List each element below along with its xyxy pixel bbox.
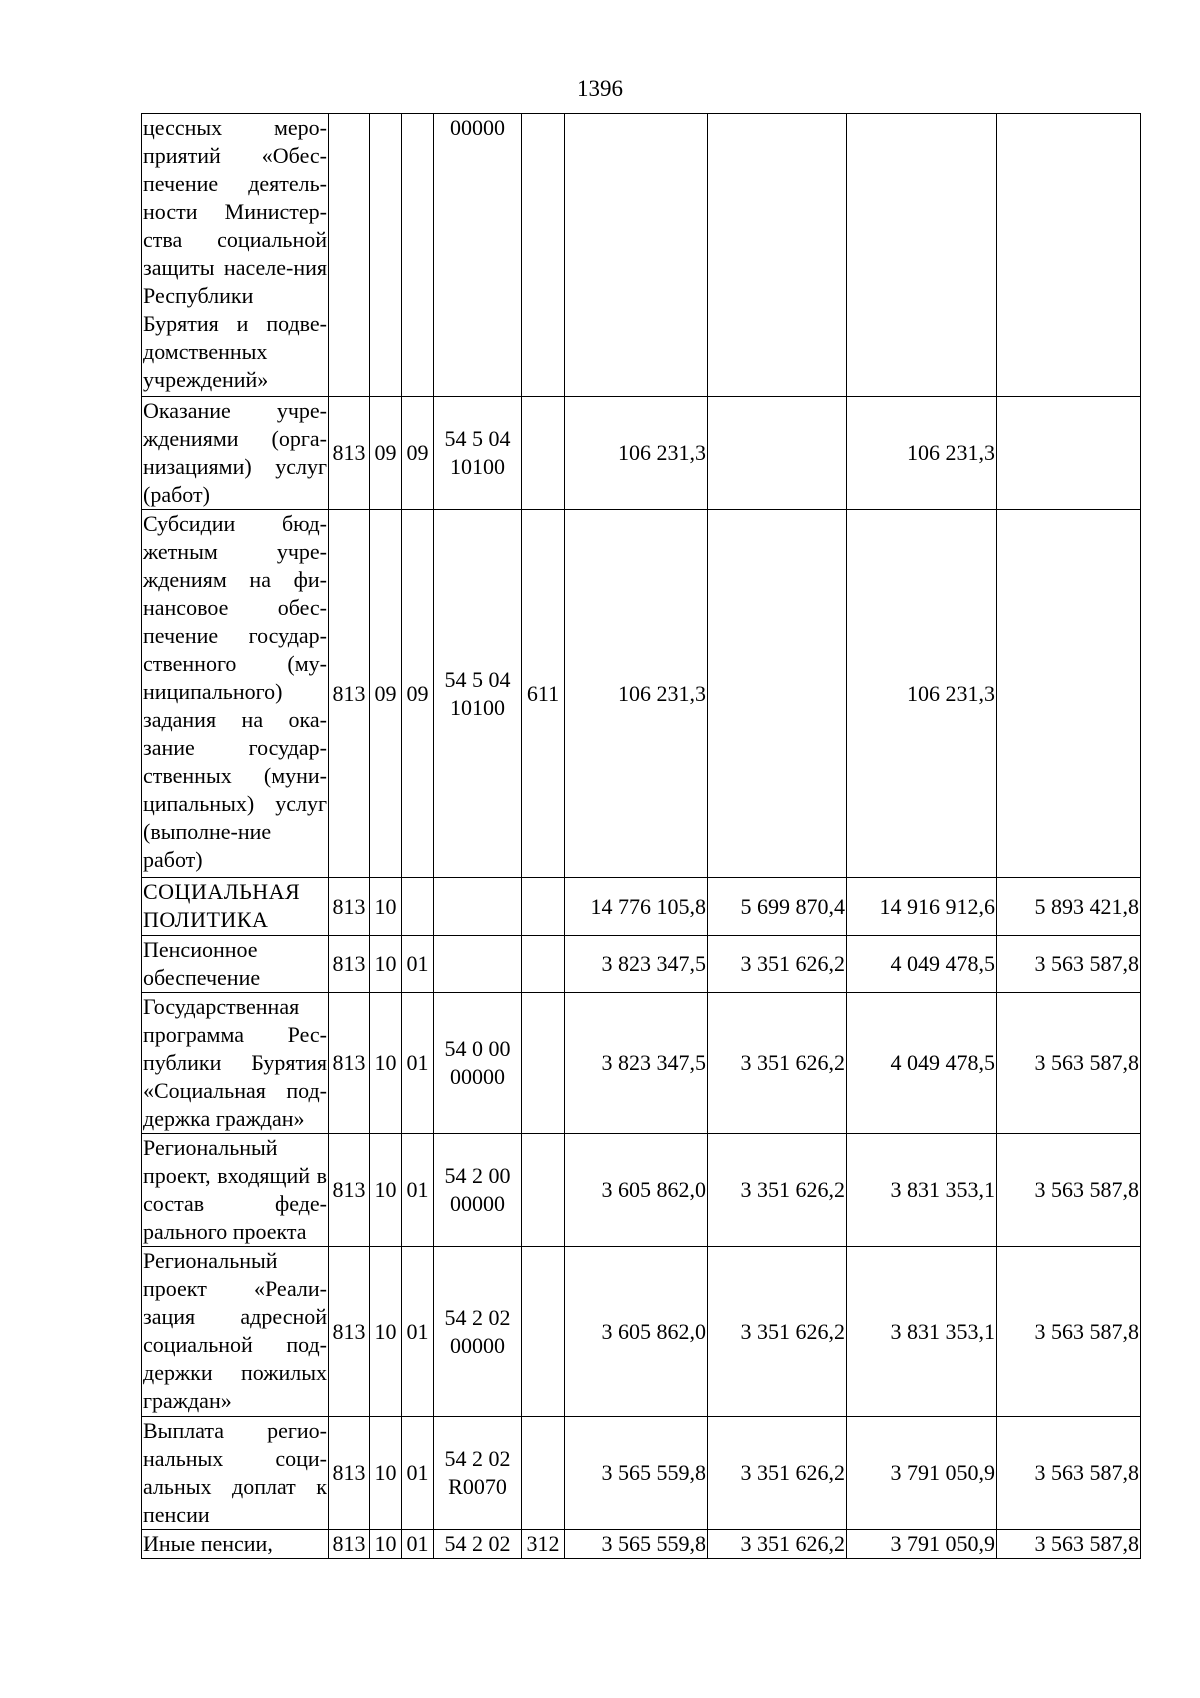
expense-type-code	[522, 993, 565, 1134]
amount-2	[708, 114, 847, 397]
amount-4: 3 563 587,8	[997, 1530, 1141, 1559]
table-row	[142, 397, 1141, 510]
amount-3: 3 831 353,1	[847, 1247, 997, 1417]
amount-1: 106 231,3	[565, 397, 708, 510]
section-code: 10	[370, 936, 402, 993]
subsection-code: 09	[402, 510, 434, 878]
row-description: Государственная программа Рес-публики Бурятия «Социальная под-держка граждан»	[142, 993, 329, 1134]
table-row	[142, 1417, 1141, 1530]
amount-3: 3 831 353,1	[847, 1134, 997, 1247]
expense-type-code	[522, 1247, 565, 1417]
target-article-code	[434, 878, 522, 936]
subsection-code: 01	[402, 936, 434, 993]
expense-type-code	[522, 878, 565, 936]
amount-2: 3 351 626,2	[708, 1530, 847, 1559]
ministry-code: 813	[329, 936, 370, 993]
section-code: 10	[370, 1134, 402, 1247]
ministry-code: 813	[329, 1247, 370, 1417]
expense-type-code	[522, 1417, 565, 1530]
row-description: СОЦИАЛЬНАЯ ПОЛИТИКА	[142, 878, 329, 936]
subsection-code: 01	[402, 1134, 434, 1247]
subsection-code	[402, 114, 434, 397]
amount-4	[997, 397, 1141, 510]
subsection-code: 01	[402, 1417, 434, 1530]
table-row	[142, 1134, 1141, 1247]
amount-4: 5 893 421,8	[997, 878, 1141, 936]
row-description: Оказание учре-ждениями (орга-низациями) услуг (работ)	[142, 397, 329, 510]
amount-2: 3 351 626,2	[708, 1417, 847, 1530]
budget-table	[141, 113, 1141, 1559]
table-row	[142, 993, 1141, 1134]
target-article-code: 54 2 02 R0070	[434, 1417, 522, 1530]
section-code: 10	[370, 1530, 402, 1559]
table-row	[142, 1247, 1141, 1417]
amount-2: 5 699 870,4	[708, 878, 847, 936]
target-article-code: 54 2 02 00000	[434, 1247, 522, 1417]
amount-2	[708, 397, 847, 510]
amount-3: 3 791 050,9	[847, 1530, 997, 1559]
target-article-code: 54 2 00 00000	[434, 1134, 522, 1247]
section-code: 10	[370, 993, 402, 1134]
target-article-code: 54 5 04 10100	[434, 510, 522, 878]
expense-type-code: 312	[522, 1530, 565, 1559]
row-description: Пенсионное обеспечение	[142, 936, 329, 993]
ministry-code: 813	[329, 993, 370, 1134]
expense-type-code: 611	[522, 510, 565, 878]
ministry-code	[329, 114, 370, 397]
ministry-code: 813	[329, 1530, 370, 1559]
table-row	[142, 114, 1141, 397]
ministry-code: 813	[329, 510, 370, 878]
amount-3: 106 231,3	[847, 510, 997, 878]
target-article-code: 00000	[434, 114, 522, 397]
ministry-code: 813	[329, 1417, 370, 1530]
row-description: Выплата регио-нальных соци-альных доплат к пенсии	[142, 1417, 329, 1530]
expense-type-code	[522, 397, 565, 510]
amount-1: 3 605 862,0	[565, 1134, 708, 1247]
amount-4	[997, 510, 1141, 878]
amount-1: 3 565 559,8	[565, 1417, 708, 1530]
expense-type-code	[522, 936, 565, 993]
row-description: Региональный проект «Реали-зация адресной социальной под-держки пожилых граждан»	[142, 1247, 329, 1417]
amount-2	[708, 510, 847, 878]
target-article-code: 54 5 04 10100	[434, 397, 522, 510]
row-description: Иные пенсии,	[142, 1530, 329, 1559]
amount-1: 3 823 347,5	[565, 936, 708, 993]
amount-1	[565, 114, 708, 397]
amount-1: 106 231,3	[565, 510, 708, 878]
row-description: Региональный проект, входящий в состав феде-рального проекта	[142, 1134, 329, 1247]
amount-4: 3 563 587,8	[997, 993, 1141, 1134]
section-code: 09	[370, 397, 402, 510]
amount-1: 3 823 347,5	[565, 993, 708, 1134]
amount-3: 4 049 478,5	[847, 993, 997, 1134]
amount-1: 3 565 559,8	[565, 1530, 708, 1559]
amount-2: 3 351 626,2	[708, 993, 847, 1134]
amount-2: 3 351 626,2	[708, 936, 847, 993]
amount-3: 14 916 912,6	[847, 878, 997, 936]
subsection-code: 01	[402, 993, 434, 1134]
ministry-code: 813	[329, 1134, 370, 1247]
amount-3: 106 231,3	[847, 397, 997, 510]
subsection-code	[402, 878, 434, 936]
amount-1: 3 605 862,0	[565, 1247, 708, 1417]
section-code: 10	[370, 1247, 402, 1417]
amount-3: 3 791 050,9	[847, 1417, 997, 1530]
amount-4: 3 563 587,8	[997, 1417, 1141, 1530]
row-description: цессных меро-приятий «Обес-печение деятель-ности Министер-ства социальной защиты населе-ния Республики Бурятия и подве-домственных учреждений»	[142, 114, 329, 397]
page-number: 1396	[577, 76, 623, 101]
amount-4: 3 563 587,8	[997, 936, 1141, 993]
target-article-code: 54 2 02	[434, 1530, 522, 1559]
amount-1: 14 776 105,8	[565, 878, 708, 936]
expense-type-code	[522, 114, 565, 397]
amount-4	[997, 114, 1141, 397]
section-code	[370, 114, 402, 397]
amount-4: 3 563 587,8	[997, 1134, 1141, 1247]
row-description: Субсидии бюд-жетным учре-ждениям на фи-нансовое обес-печение государ-ственного (му-ниципального) задания на ока-зание государ-ственных (муни-ципальных) услуг (выполне-ние работ)	[142, 510, 329, 878]
amount-4: 3 563 587,8	[997, 1247, 1141, 1417]
amount-2: 3 351 626,2	[708, 1247, 847, 1417]
section-code: 10	[370, 878, 402, 936]
subsection-code: 01	[402, 1530, 434, 1559]
amount-3: 4 049 478,5	[847, 936, 997, 993]
expense-type-code	[522, 1134, 565, 1247]
section-code: 10	[370, 1417, 402, 1530]
amount-3	[847, 114, 997, 397]
section-code: 09	[370, 510, 402, 878]
ministry-code: 813	[329, 878, 370, 936]
table-row	[142, 510, 1141, 878]
subsection-code: 01	[402, 1247, 434, 1417]
amount-2: 3 351 626,2	[708, 1134, 847, 1247]
table-row	[142, 936, 1141, 993]
ministry-code: 813	[329, 397, 370, 510]
table-row	[142, 1530, 1141, 1559]
table-row	[142, 878, 1141, 936]
target-article-code	[434, 936, 522, 993]
target-article-code: 54 0 00 00000	[434, 993, 522, 1134]
subsection-code: 09	[402, 397, 434, 510]
